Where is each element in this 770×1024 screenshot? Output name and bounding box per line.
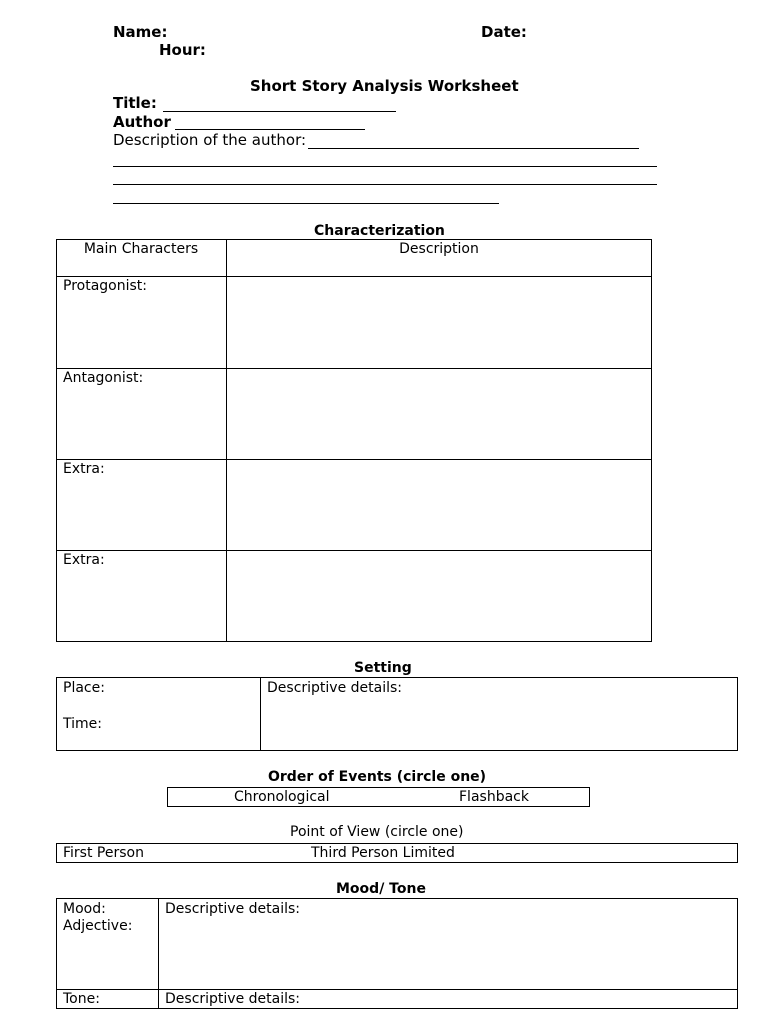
tone-label: Tone: (63, 991, 100, 1007)
setting-heading: Setting (354, 660, 412, 676)
mood-details-label: Descriptive details: (165, 901, 301, 917)
col-header-main-characters: Main Characters (83, 241, 199, 257)
row-extra-1-label: Extra: (63, 461, 105, 477)
name-label: Name: (113, 23, 168, 41)
description-label: Description of the author: (113, 131, 307, 149)
point-of-view-heading: Point of View (circle one) (290, 824, 464, 840)
date-label: Date: (481, 23, 527, 41)
option-third-person-limited[interactable]: Third Person Limited (311, 845, 455, 861)
mood-tone-row-divider (56, 989, 738, 990)
description-blank-line-1[interactable] (308, 148, 639, 149)
characterization-header-divider (56, 276, 652, 277)
tone-details-label: Descriptive details: (165, 991, 301, 1007)
characterization-row-divider-1 (56, 368, 652, 369)
author-blank-line[interactable] (175, 129, 365, 130)
option-flashback[interactable]: Flashback (459, 789, 529, 805)
mood-label: Mood: (63, 901, 106, 917)
adjective-label: Adjective: (63, 918, 133, 934)
option-chronological[interactable]: Chronological (234, 789, 330, 805)
col-header-description: Description (399, 241, 479, 257)
setting-time-label: Time: (63, 716, 102, 732)
description-blank-line-2[interactable] (113, 166, 657, 167)
mood-tone-col-divider (158, 898, 159, 1009)
description-blank-line-3[interactable] (113, 184, 657, 185)
description-blank-line-4[interactable] (113, 203, 499, 204)
setting-col-divider (260, 677, 261, 751)
characterization-heading: Characterization (314, 223, 445, 239)
row-protagonist-label: Protagonist: (63, 278, 147, 294)
title-label: Title: (113, 94, 157, 112)
setting-details-label: Descriptive details: (267, 680, 403, 696)
row-extra-2-label: Extra: (63, 552, 105, 568)
characterization-col-divider (226, 239, 227, 642)
hour-label: Hour: (159, 41, 206, 59)
option-first-person[interactable]: First Person (63, 845, 144, 861)
row-antagonist-label: Antagonist: (63, 370, 144, 386)
author-label: Author (113, 113, 171, 131)
setting-place-label: Place: (63, 680, 105, 696)
title-blank-line[interactable] (163, 111, 396, 112)
characterization-row-divider-2 (56, 459, 652, 460)
characterization-table (56, 239, 652, 642)
mood-tone-heading: Mood/ Tone (336, 881, 426, 897)
characterization-row-divider-3 (56, 550, 652, 551)
order-of-events-heading: Order of Events (circle one) (268, 769, 487, 785)
worksheet-title: Short Story Analysis Worksheet (250, 77, 519, 95)
